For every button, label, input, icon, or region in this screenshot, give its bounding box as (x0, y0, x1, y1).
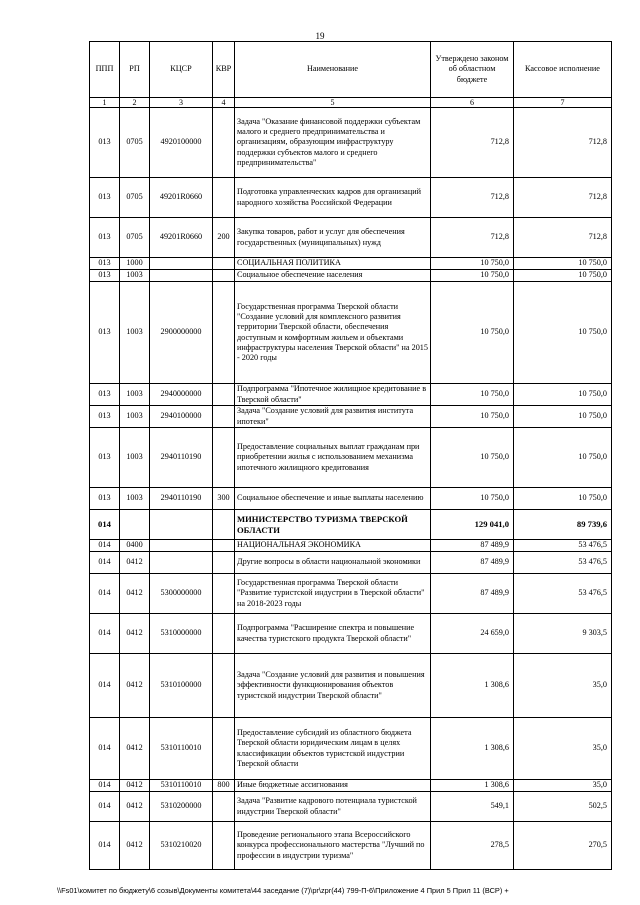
cell-executed: 53 476,5 (514, 552, 612, 574)
header-name: Наименование (235, 42, 431, 98)
cell-name: МИНИСТЕРСТВО ТУРИЗМА ТВЕРСКОЙ ОБЛАСТИ (235, 510, 431, 540)
cell-executed: 10 750,0 (514, 282, 612, 384)
column-number: 3 (150, 98, 213, 108)
table-row (90, 218, 612, 258)
cell-name: НАЦИОНАЛЬНАЯ ЭКОНОМИКА (235, 540, 431, 552)
cell-ppp: 014 (90, 780, 120, 792)
cell-executed: 712,8 (514, 178, 612, 218)
cell-ppp: 014 (90, 510, 120, 540)
cell-approved: 712,8 (431, 108, 514, 178)
header-row (90, 42, 612, 98)
cell-name: Проведение регионального этапа Всероссийского конкурса профессионального мастерства "Лучший по профессии в индустрии туризма" (235, 822, 431, 870)
cell-rp: 1003 (120, 428, 150, 488)
header-executed: Кассовое исполнение (514, 42, 612, 98)
cell-kvr (213, 270, 235, 282)
cell-name: Другие вопросы в области национальной экономики (235, 552, 431, 574)
table-row (90, 270, 612, 282)
cell-approved: 1 308,6 (431, 654, 514, 718)
cell-rp: 0412 (120, 792, 150, 822)
column-number-row (90, 98, 612, 108)
cell-kvr: 300 (213, 488, 235, 510)
cell-rp: 0412 (120, 552, 150, 574)
cell-kcsr: 5310100000 (150, 654, 213, 718)
cell-executed: 35,0 (514, 654, 612, 718)
cell-rp: 1003 (120, 488, 150, 510)
table-row (90, 384, 612, 406)
cell-executed: 10 750,0 (514, 270, 612, 282)
cell-approved: 1 308,6 (431, 780, 514, 792)
header-rp: РП (120, 42, 150, 98)
column-number: 4 (213, 98, 235, 108)
table-row (90, 282, 612, 384)
cell-rp: 1000 (120, 258, 150, 270)
cell-ppp: 014 (90, 574, 120, 614)
cell-name: Предоставление субсидий из областного бюджета Тверской области юридическим лицам в целях классификации объектов туристской индустрии Тверской области (235, 718, 431, 780)
table-row (90, 614, 612, 654)
cell-name: Социальное обеспечение и иные выплаты населению (235, 488, 431, 510)
table-row (90, 654, 612, 718)
cell-rp: 0412 (120, 614, 150, 654)
cell-approved: 87 489,9 (431, 552, 514, 574)
table-row (90, 822, 612, 870)
cell-name: Подготовка управленческих кадров для организаций народного хозяйства Российской Федерации (235, 178, 431, 218)
cell-kcsr: 2940110190 (150, 428, 213, 488)
budget-execution-table (89, 41, 612, 870)
cell-kcsr: 2940000000 (150, 384, 213, 406)
page-number: 19 (315, 31, 325, 41)
cell-rp: 0705 (120, 108, 150, 178)
cell-approved: 712,8 (431, 218, 514, 258)
cell-kvr (213, 792, 235, 822)
cell-name: Иные бюджетные ассигнования (235, 780, 431, 792)
cell-executed: 10 750,0 (514, 428, 612, 488)
column-number: 6 (431, 98, 514, 108)
cell-kvr (213, 552, 235, 574)
header-approved: Утверждено законом об областном бюджете (431, 42, 514, 98)
cell-name: Подпрограмма "Ипотечное жилищное кредитование в Тверской области" (235, 384, 431, 406)
cell-executed: 10 750,0 (514, 384, 612, 406)
cell-kvr (213, 574, 235, 614)
column-number: 5 (235, 98, 431, 108)
cell-executed: 270,5 (514, 822, 612, 870)
table-row (90, 540, 612, 552)
cell-kvr (213, 108, 235, 178)
cell-name: Задача "Развитие кадрового потенциала туристской индустрии Тверской области" (235, 792, 431, 822)
column-number: 1 (90, 98, 120, 108)
cell-kcsr: 2940100000 (150, 406, 213, 428)
cell-kvr (213, 384, 235, 406)
cell-approved: 10 750,0 (431, 258, 514, 270)
table-row (90, 780, 612, 792)
cell-executed: 53 476,5 (514, 540, 612, 552)
cell-rp: 0400 (120, 540, 150, 552)
cell-rp: 1003 (120, 406, 150, 428)
cell-ppp: 014 (90, 552, 120, 574)
cell-kcsr: 2900000000 (150, 282, 213, 384)
table-row (90, 510, 612, 540)
cell-executed: 712,8 (514, 108, 612, 178)
cell-approved: 87 489,9 (431, 574, 514, 614)
cell-ppp: 014 (90, 654, 120, 718)
cell-rp: 0412 (120, 780, 150, 792)
cell-kcsr: 5310210020 (150, 822, 213, 870)
cell-ppp: 014 (90, 718, 120, 780)
cell-approved: 1 308,6 (431, 718, 514, 780)
cell-kcsr (150, 540, 213, 552)
cell-approved: 10 750,0 (431, 406, 514, 428)
table-row (90, 258, 612, 270)
table-row (90, 178, 612, 218)
cell-ppp: 013 (90, 384, 120, 406)
cell-ppp: 013 (90, 218, 120, 258)
cell-executed: 53 476,5 (514, 574, 612, 614)
cell-kvr: 200 (213, 218, 235, 258)
cell-kvr (213, 654, 235, 718)
cell-rp: 0705 (120, 178, 150, 218)
cell-executed: 35,0 (514, 718, 612, 780)
cell-rp: 1003 (120, 384, 150, 406)
cell-kcsr: 5310110010 (150, 780, 213, 792)
header-kvr: КВР (213, 42, 235, 98)
cell-rp: 0412 (120, 574, 150, 614)
cell-ppp: 013 (90, 108, 120, 178)
cell-kcsr (150, 552, 213, 574)
cell-kvr (213, 258, 235, 270)
cell-kcsr (150, 258, 213, 270)
cell-kvr (213, 510, 235, 540)
cell-kvr (213, 428, 235, 488)
cell-executed: 10 750,0 (514, 488, 612, 510)
cell-rp: 1003 (120, 282, 150, 384)
cell-approved: 10 750,0 (431, 428, 514, 488)
cell-approved: 10 750,0 (431, 384, 514, 406)
cell-kcsr: 4920100000 (150, 108, 213, 178)
cell-executed: 712,8 (514, 218, 612, 258)
cell-approved: 10 750,0 (431, 488, 514, 510)
cell-ppp: 013 (90, 488, 120, 510)
cell-ppp: 013 (90, 270, 120, 282)
cell-approved: 278,5 (431, 822, 514, 870)
cell-approved: 549,1 (431, 792, 514, 822)
column-number: 7 (514, 98, 612, 108)
cell-name: Задача "Создание условий для развития и повышения эффективности функционирования объектов туристской индустрии Тверской области" (235, 654, 431, 718)
cell-name: Закупка товаров, работ и услуг для обеспечения государственных (муниципальных) нужд (235, 218, 431, 258)
cell-kcsr: 5310000000 (150, 614, 213, 654)
table-row (90, 574, 612, 614)
cell-ppp: 014 (90, 540, 120, 552)
cell-name: Социальное обеспечение населения (235, 270, 431, 282)
cell-kvr (213, 822, 235, 870)
cell-ppp: 014 (90, 614, 120, 654)
cell-name: Предоставление социальных выплат гражданам при приобретении жилья с использованием механизма ипотечного жилищного кредитования (235, 428, 431, 488)
cell-executed: 10 750,0 (514, 258, 612, 270)
cell-kcsr: 2940110190 (150, 488, 213, 510)
cell-approved: 24 659,0 (431, 614, 514, 654)
cell-kcsr: 5310110010 (150, 718, 213, 780)
table-row (90, 488, 612, 510)
cell-approved: 712,8 (431, 178, 514, 218)
cell-executed: 35,0 (514, 780, 612, 792)
cell-kcsr: 49201R0660 (150, 218, 213, 258)
cell-rp (120, 510, 150, 540)
cell-kcsr: 49201R0660 (150, 178, 213, 218)
cell-rp: 0412 (120, 718, 150, 780)
cell-name: СОЦИАЛЬНАЯ ПОЛИТИКА (235, 258, 431, 270)
cell-name: Задача "Создание условий для развития института ипотеки" (235, 406, 431, 428)
cell-rp: 0412 (120, 822, 150, 870)
cell-approved: 10 750,0 (431, 282, 514, 384)
cell-ppp: 013 (90, 258, 120, 270)
cell-rp: 0705 (120, 218, 150, 258)
cell-name: Подпрограмма "Расширение спектра и повышение качества туристского продукта Тверской области" (235, 614, 431, 654)
cell-kvr: 800 (213, 780, 235, 792)
cell-kvr (213, 718, 235, 780)
cell-kvr (213, 178, 235, 218)
table-row (90, 108, 612, 178)
cell-name: Государственная программа Тверской области "Развитие туристской индустрии в Тверской области" на 2018-2023 годы (235, 574, 431, 614)
cell-approved: 129 041,0 (431, 510, 514, 540)
cell-approved: 87 489,9 (431, 540, 514, 552)
cell-name: Задача "Оказание финансовой поддержки субъектам малого и среднего предпринимательства и организациям, образующим инфраструктуру поддержки субъектов малого и среднего предпринимательства" (235, 108, 431, 178)
cell-executed: 502,5 (514, 792, 612, 822)
cell-executed: 89 739,6 (514, 510, 612, 540)
cell-ppp: 014 (90, 822, 120, 870)
cell-kcsr (150, 270, 213, 282)
cell-approved: 10 750,0 (431, 270, 514, 282)
cell-ppp: 013 (90, 178, 120, 218)
cell-rp: 0412 (120, 654, 150, 718)
cell-rp: 1003 (120, 270, 150, 282)
cell-kvr (213, 282, 235, 384)
cell-ppp: 013 (90, 406, 120, 428)
cell-executed: 10 750,0 (514, 406, 612, 428)
cell-kcsr: 5310200000 (150, 792, 213, 822)
file-path-footer: \\Fs01\комитет по бюджету\6 созыв\Документы комитета\44 заседание (7)\pr\zpr(44) 799-П-6\Приложение 4 Прил 5 Прил 11 (ВСР) + (57, 886, 509, 895)
cell-ppp: 013 (90, 428, 120, 488)
table-row (90, 406, 612, 428)
table-row (90, 428, 612, 488)
header-kcsr: КЦСР (150, 42, 213, 98)
header-ppp: ППП (90, 42, 120, 98)
cell-name: Государственная программа Тверской области "Создание условий для комплексного развития территории Тверской области, обеспечения доступным и комфортным жильем и объектами инфраструктуры населения Тверской области" на 2015 - 2020 годы (235, 282, 431, 384)
column-number: 2 (120, 98, 150, 108)
table-row (90, 718, 612, 780)
cell-ppp: 014 (90, 792, 120, 822)
table-row (90, 792, 612, 822)
table-row (90, 552, 612, 574)
cell-kvr (213, 614, 235, 654)
cell-kvr (213, 406, 235, 428)
cell-kcsr (150, 510, 213, 540)
cell-ppp: 013 (90, 282, 120, 384)
cell-kcsr: 5300000000 (150, 574, 213, 614)
cell-executed: 9 303,5 (514, 614, 612, 654)
cell-kvr (213, 540, 235, 552)
